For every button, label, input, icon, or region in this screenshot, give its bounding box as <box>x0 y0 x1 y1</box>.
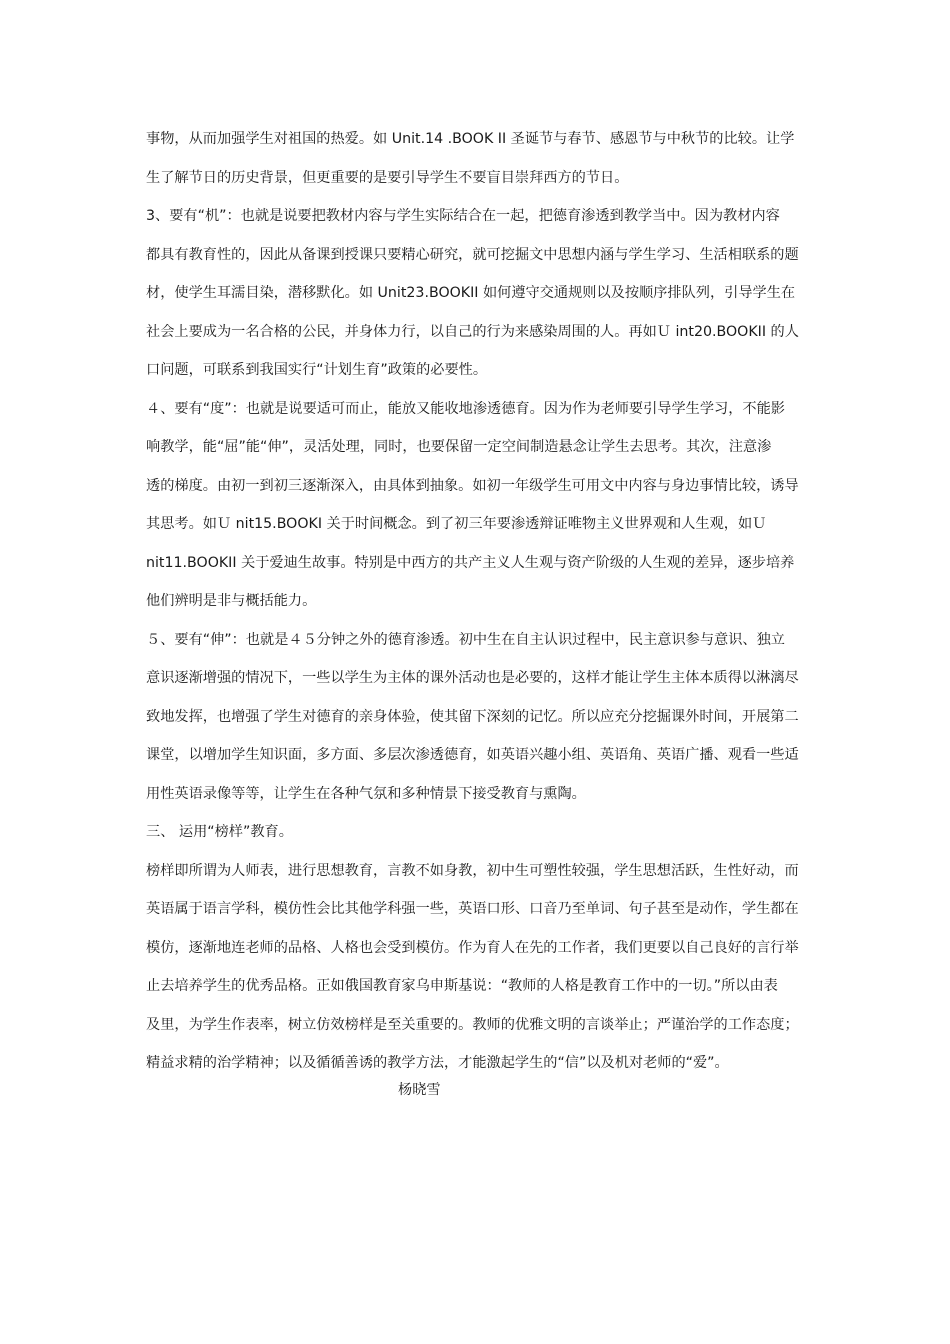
section-heading: 三、 运用“榜样”教育。 <box>146 824 293 840</box>
text-line: 他们辨明是非与概括能力。 <box>146 593 317 609</box>
text-line: 及里，为学生作表率，树立仿效榜样是至关重要的。教师的优雅文明的言谈举止；严谨治学的工作态度； <box>146 1016 799 1033</box>
text-line: 精益求精的治学精神；以及循循善诱的教学方法，才能激起学生的“信”以及机对老师的“爱”。 <box>146 1055 729 1071</box>
text-line: 生了解节日的历史背景，但更重要的是要引导学生不要盲目崇拜西方的节日。 <box>146 169 629 186</box>
text-line: 响教学，能“屈”能“伸”，灵活处理，同时，也要保留一定空间制造悬念让学生去思考。其次，注意渗 <box>146 439 772 455</box>
text-line: 其思考。如Ｕ nit15.BOOKI 关于时间概念。到了初三年要渗透辩证唯物主义世界观和人生观，如Ｕ <box>146 516 767 532</box>
text-line: 社会上要成为一名合格的公民，并身体力行，以自己的行为来感染周围的人。再如Ｕ int20.BOOKII 的人 <box>146 323 799 340</box>
text-line: 事物，从而加强学生对祖国的热爱。如 Unit.14 .BOOK II 圣诞节与春节、感恩节与中秋节的比较。让学 <box>146 131 795 147</box>
text-line: 口问题，可联系到我国实行“计划生育”政策的必要性。 <box>146 362 488 378</box>
document-body <box>146 120 810 1083</box>
text-line: 模仿，逐渐地连老师的品格、人格也会受到模仿。作为育人在先的工作者，我们更要以自己良好的言行举 <box>146 939 799 956</box>
text-line: 透的梯度。由初一到初三逐渐深入，由具体到抽象。如初一年级学生可用文中内容与身边事情比较，诱导 <box>146 477 799 494</box>
text-line: ４、要有“度”：也就是说要适可而止，能放又能收地渗透德育。因为作为老师要引导学生学习，不能影 <box>146 400 785 417</box>
text-line: 榜样即所谓为人师表，进行思想教育，言教不如身教，初中生可塑性较强，学生思想活跃，生性好动，而 <box>146 862 799 879</box>
text-line: 课堂，以增加学生知识面，多方面、多层次渗透德育，如英语兴趣小组、英语角、英语广播、观看一些适 <box>146 747 799 763</box>
text-line: 英语属于语言学科，模仿性会比其他学科强一些，英语口形、口音乃至单词、句子甚至是动作，学生都在 <box>146 901 799 917</box>
text-line: 致地发挥，也增强了学生对德育的亲身体验，使其留下深刻的记忆。所以应充分挖掘课外时间，开展第二 <box>146 708 799 725</box>
author-signature: 杨晓雪 <box>398 1082 441 1098</box>
text-line: 3、要有“机”：也就是说要把教材内容与学生实际结合在一起，把德育渗透到教学当中。因为教材内容 <box>146 208 780 224</box>
text-line: nit11.BOOKII 关于爱迪生故事。特别是中西方的共产主义人生观与资产阶级的人生观的差异，逐步培养 <box>146 554 795 571</box>
text-line: ５、要有“伸”：也就是４５分钟之外的德育渗透。初中生在自主认识过程中，民主意识参与意识、独立 <box>146 631 785 648</box>
text-line: 都具有教育性的，因此从备课到授课只要精心研究，就可挖掘文中思想内涵与学生学习、生活相联系的题 <box>146 246 799 263</box>
text-line: 止去培养学生的优秀品格。正如俄国教育家乌申斯基说：“教师的人格是教育工作中的一切。”所以由表 <box>146 978 778 994</box>
text-line: 材，使学生耳濡目染，潜移默化。如 Unit23.BOOKII 如何遵守交通规则以及按顺序排队列，引导学生在 <box>146 285 796 301</box>
text-line: 意识逐渐增强的情况下，一些以学生为主体的课外活动也是必要的，这样才能让学生主体本质得以淋漓尽 <box>146 670 799 686</box>
text-line: 用性英语录像等等，让学生在各种气氛和多种情景下接受教育与熏陶。 <box>146 785 586 802</box>
